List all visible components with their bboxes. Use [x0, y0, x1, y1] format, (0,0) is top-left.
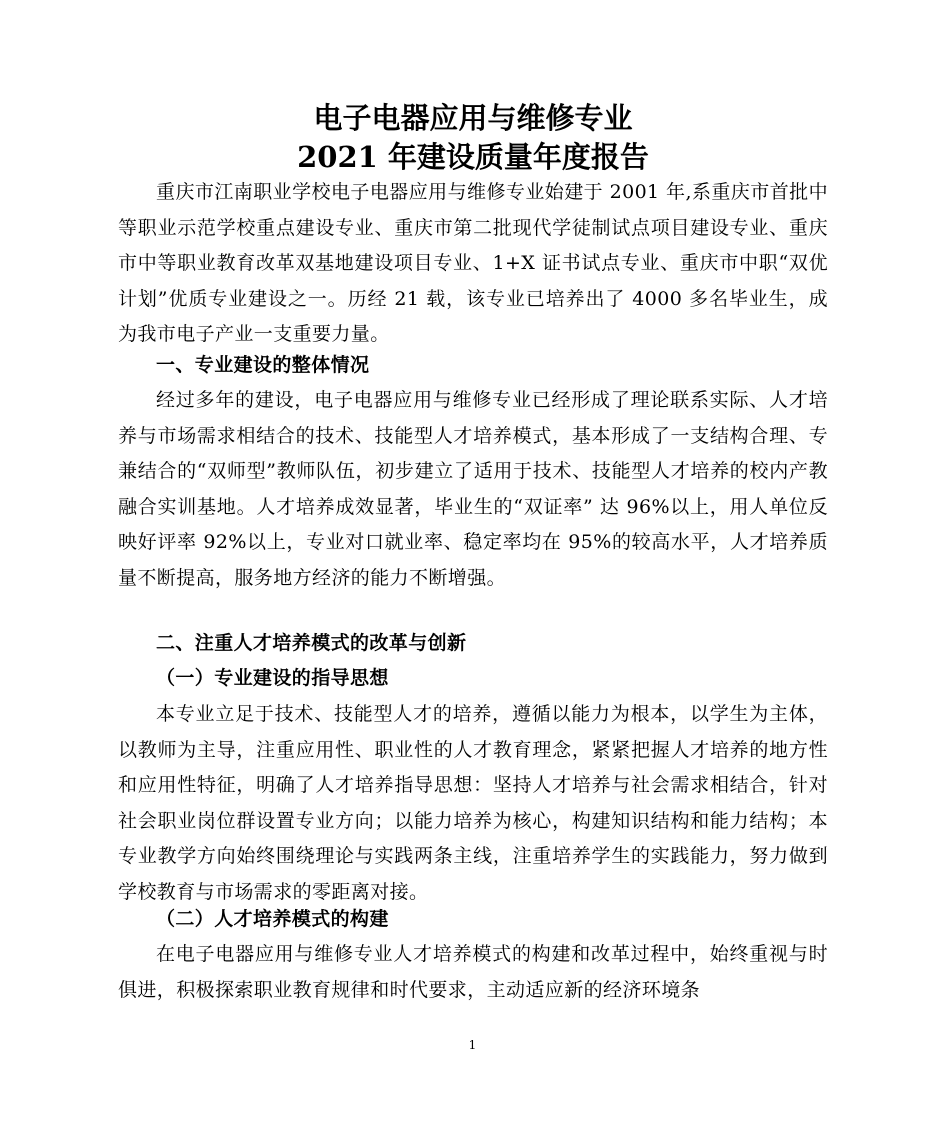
subsection2-paragraph: 在电子电器应用与维修专业人才培养模式的构建和改革过程中，始终重视与时俱进，积极探索职业教育规律和时代要求，主动适应新的经济环境条 — [118, 943, 828, 1001]
document-title-line2: 2021 年建设质量年度报告 — [297, 140, 649, 174]
subsection1-heading: （一）专业建设的指导思想 — [156, 667, 389, 689]
subsection2-heading: （二）人才培养模式的构建 — [156, 908, 389, 930]
subsection1-paragraph: 本专业立足于技术、技能型人才的培养，遵循以能力为根本，以学生为主体，以教师为主导，注重应用性、职业性的人才教育理念，紧紧把握人才培养的地方性和应用性特征，明确了人才培养指导思想：坚持人才培养与社会需求相结合，针对社会职业岗位群设置专业方向；以能力培养为核心，构建知识结构和能力结构；本专业教学方向始终围绕理论与实践两条主线，注重培养学生的实践能力，努力做到学校教育与市场需求的零距离对接。 — [118, 703, 828, 903]
document-title-line1: 电子电器应用与维修专业 — [313, 101, 633, 135]
section2-heading: 二、注重人才培养模式的改革与创新 — [156, 632, 467, 654]
page-number: 1 — [468, 1038, 477, 1052]
section1-paragraph: 经过多年的建设，电子电器应用与维修专业已经形成了理论联系实际、人才培养与市场需求相结合的技术、技能型人才培养模式，基本形成了一支结构合理、专兼结合的“双师型”教师队伍，初步建立了适用于技术、技能型人才培养的校内产教融合实训基地。人才培养成效显著，毕业生的“双证率” 达 96%以上，用人单位反映好评率 92%以上，专业对口就业率、稳定率均在 95%的较高水平，人才培养质量不断提高，服务地方经济的能力不断增强。 — [118, 389, 828, 589]
intro-paragraph: 重庆市江南职业学校电子电器应用与维修专业始建于 2001 年,系重庆市首批中等职业示范学校重点建设专业、重庆市第二批现代学徒制试点项目建设专业、重庆市中等职业教育改革双基地建设项目专业、1+X 证书试点专业、重庆市中职“双优计划”优质专业建设之一。历经 21 载，该专业已培养出了 4000 多名毕业生，成为我市电子产业一支重要力量。 — [118, 181, 828, 345]
section1-heading: 一、专业建设的整体情况 — [156, 354, 370, 376]
